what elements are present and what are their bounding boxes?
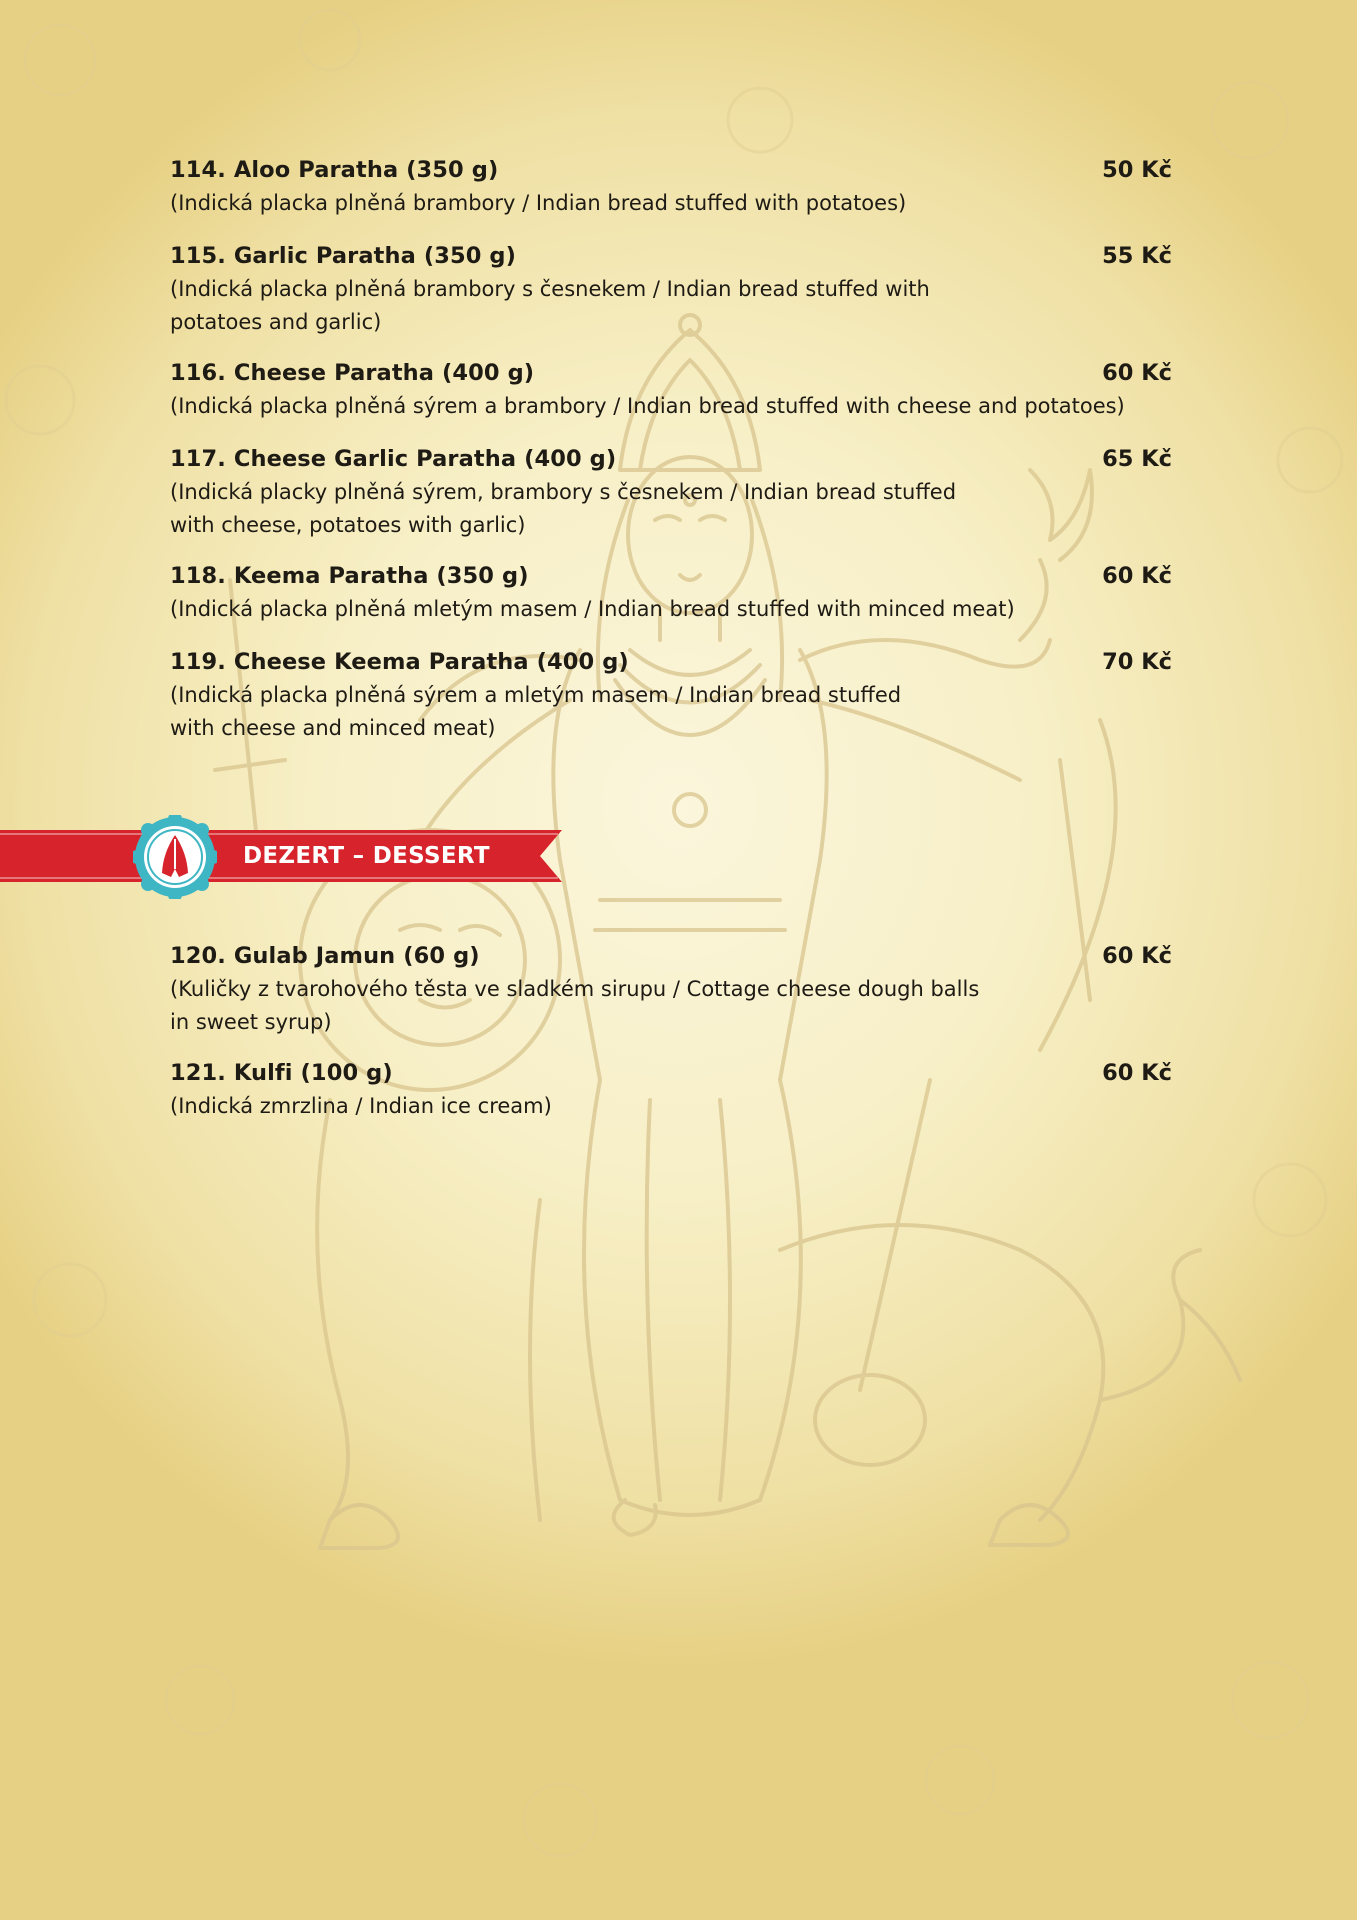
item-name: 114. Aloo Paratha (350 g)	[170, 157, 499, 183]
menu-item-117	[170, 443, 1172, 541]
menu-item-115	[170, 240, 1172, 338]
item-price: 65 Kč	[1102, 446, 1172, 472]
item-price: 60 Kč	[1102, 360, 1172, 386]
item-description-line: (Indická placky plněná sýrem, brambory s česnekem / Indian bread stuffed	[170, 480, 957, 504]
item-description	[170, 679, 1172, 744]
item-description-line: potatoes and garlic)	[170, 309, 382, 334]
item-description-line: (Indická placka plněná sýrem a mletým masem / Indian bread stuffed	[170, 683, 902, 707]
item-name: 120. Gulab Jamun (60 g)	[170, 943, 480, 969]
menu-item-120	[170, 940, 1172, 1038]
menu-item-116	[170, 357, 1172, 423]
menu-item-118	[170, 560, 1172, 626]
item-price: 60 Kč	[1102, 1060, 1172, 1086]
item-description-line: (Indická placka plněná mletým masem / Indian bread stuffed with minced meat)	[170, 597, 1015, 621]
item-price: 60 Kč	[1102, 943, 1172, 969]
item-description	[170, 593, 1172, 626]
item-description-line: with cheese and minced meat)	[170, 715, 496, 740]
item-description	[170, 187, 1172, 220]
item-description	[170, 1090, 1172, 1123]
item-description	[170, 390, 1172, 423]
item-price: 60 Kč	[1102, 563, 1172, 589]
menu-item-119	[170, 646, 1172, 744]
item-price: 70 Kč	[1102, 649, 1172, 675]
item-description-line: (Indická zmrzlina / Indian ice cream)	[170, 1094, 552, 1118]
item-name: 121. Kulfi (100 g)	[170, 1060, 393, 1086]
item-name: 116. Cheese Paratha (400 g)	[170, 360, 535, 386]
item-name: 117. Cheese Garlic Paratha (400 g)	[170, 446, 617, 472]
menu-item-121	[170, 1057, 1172, 1123]
item-description-line: (Indická placka plněná sýrem a brambory / Indian bread stuffed with cheese and potatoes)	[170, 394, 1125, 418]
item-description	[170, 476, 1172, 541]
item-description	[170, 973, 1172, 1038]
item-name: 119. Cheese Keema Paratha (400 g)	[170, 649, 629, 675]
item-name: 115. Garlic Paratha (350 g)	[170, 243, 517, 269]
item-description	[170, 273, 1172, 338]
menu-item-114	[170, 154, 1172, 220]
section-title: DEZERT – DESSERT	[243, 843, 490, 869]
item-description-line: in sweet syrup)	[170, 1009, 332, 1034]
item-description-line: with cheese, potatoes with garlic)	[170, 512, 526, 537]
item-name: 118. Keema Paratha (350 g)	[170, 563, 529, 589]
item-description-line: (Indická placka plněná brambory / Indian bread stuffed with potatoes)	[170, 191, 907, 215]
item-price: 55 Kč	[1102, 243, 1172, 269]
item-description-line: (Kuličky z tvarohového těsta ve sladkém sirupu / Cottage cheese dough balls	[170, 977, 980, 1001]
item-description-line: (Indická placka plněná brambory s česnekem / Indian bread stuffed with	[170, 277, 930, 301]
item-price: 50 Kč	[1102, 157, 1172, 183]
praying-hands-icon	[133, 815, 217, 899]
